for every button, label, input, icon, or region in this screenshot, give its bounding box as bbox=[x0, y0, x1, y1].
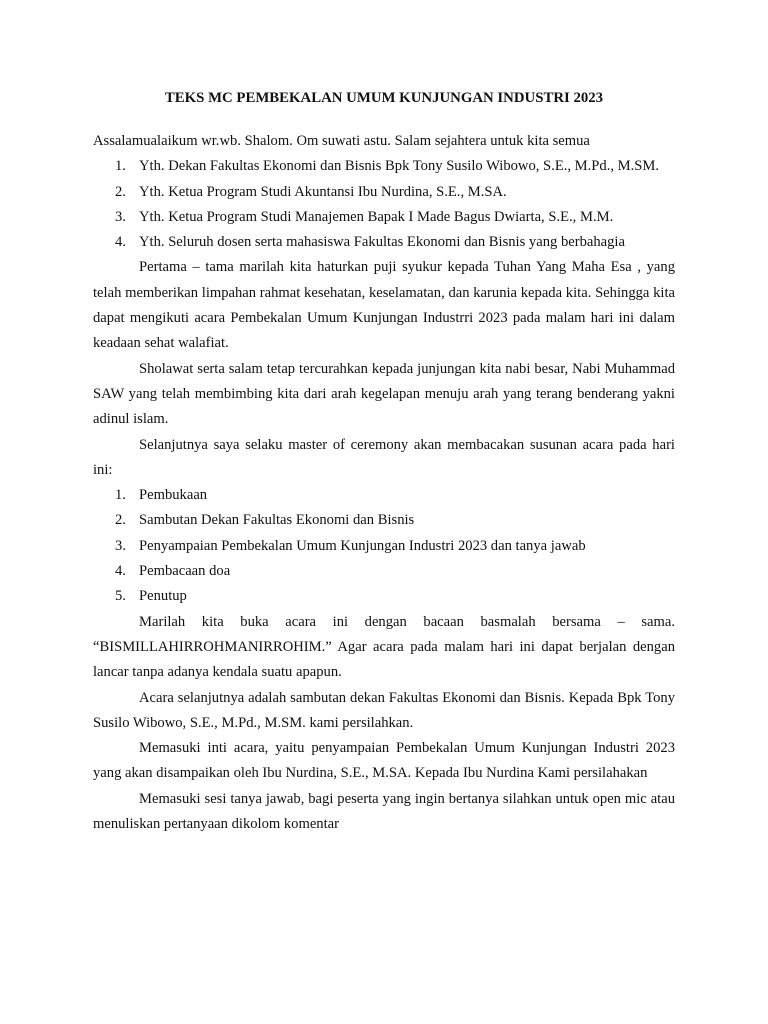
salutation-item bbox=[93, 230, 675, 255]
agenda-item bbox=[93, 534, 675, 559]
paragraph-basmalah: Marilah kita buka acara ini dengan bacaan basmalah bersama – sama. “BISMILLAHIRROHMANIRROHIM.” Agar acara pada malam hari ini dapat berjalan dengan lancar tanpa adanya kendala suatu apapun. bbox=[93, 613, 675, 681]
paragraph-main-session: Memasuki inti acara, yaitu penyampaian Pembekalan Umum Kunjungan Industri 2023 yang akan disampaikan oleh Ibu Nurdina, S.E., M.SA. Kepada Ibu Nurdina Kami persilahakan bbox=[93, 740, 675, 782]
list-number: 1. bbox=[115, 487, 126, 504]
salutation-text: Yth. Ketua Program Studi Akuntansi Ibu Nurdina, S.E., M.SA. bbox=[139, 183, 507, 200]
list-number: 2. bbox=[115, 183, 126, 200]
agenda-text: Penutup bbox=[139, 588, 187, 605]
agenda-text: Pembukaan bbox=[139, 487, 208, 504]
salutation-text: Yth. Dekan Fakultas Ekonomi dan Bisnis Bpk Tony Susilo Wibowo, S.E., M.Pd., M.SM. bbox=[139, 158, 660, 175]
agenda-item bbox=[93, 508, 675, 533]
greeting: Assalamualaikum wr.wb. Shalom. Om suwati astu. Salam sejahtera untuk kita semua bbox=[93, 133, 590, 149]
salutation-item bbox=[93, 154, 675, 179]
salutation-list bbox=[93, 154, 675, 255]
agenda-item bbox=[93, 483, 675, 508]
list-number: 4. bbox=[115, 234, 126, 251]
list-number: 3. bbox=[115, 208, 126, 225]
list-number: 4. bbox=[115, 563, 126, 580]
paragraph-agenda-intro: Selanjutnya saya selaku master of ceremony akan membacakan susunan acara pada hari ini: bbox=[93, 436, 675, 478]
salutation-item bbox=[93, 205, 675, 230]
salutation-item bbox=[93, 180, 675, 205]
agenda-text: Sambutan Dekan Fakultas Ekonomi dan Bisnis bbox=[139, 512, 415, 529]
document-title: TEKS MC PEMBEKALAN UMUM KUNJUNGAN INDUSTRI 2023 bbox=[164, 90, 604, 106]
list-number: 5. bbox=[115, 588, 126, 605]
paragraph-dean-speech: Acara selanjutnya adalah sambutan dekan Fakultas Ekonomi dan Bisnis. Kepada Bpk Tony Susilo Wibowo, S.E., M.Pd., M.SM. kami persilahkan. bbox=[93, 689, 675, 731]
list-number: 1. bbox=[115, 158, 126, 175]
paragraph-qa-session: Memasuki sesi tanya jawab, bagi peserta yang ingin bertanya silahkan untuk open mic atau menuliskan pertanyaan dikolom komentar bbox=[93, 790, 675, 833]
agenda-text: Penyampaian Pembekalan Umum Kunjungan Industri 2023 dan tanya jawab bbox=[139, 537, 586, 554]
list-number: 3. bbox=[115, 537, 126, 554]
salutation-text: Yth. Ketua Program Studi Manajemen Bapak I Made Bagus Dwiarta, S.E., M.M. bbox=[139, 208, 614, 225]
agenda-text: Pembacaan doa bbox=[139, 563, 231, 580]
salutation-text: Yth. Seluruh dosen serta mahasiswa Fakultas Ekonomi dan Bisnis yang berbahagia bbox=[139, 234, 625, 251]
list-number: 2. bbox=[115, 512, 126, 529]
agenda-item bbox=[93, 559, 675, 584]
agenda-list bbox=[93, 483, 675, 609]
paragraph-opening-gratitude: Pertama – tama marilah kita haturkan puji syukur kepada Tuhan Yang Maha Esa , yang telah memberikan limpahan rahmat kesehatan, keselamatan, dan karunia kepada kita. Sehingga kita dapat mengikuti acara Pembekalan Umum Kunjungan Industrri 2023 pada malam hari ini dalam keadaan sehat walafiat. bbox=[93, 259, 675, 352]
paragraph-sholawat: Sholawat serta salam tetap tercurahkan kepada junjungan kita nabi besar, Nabi Muhammad SAW yang telah membimbing kita dari arah kegelapan menuju arah yang terang benderang yakni adinul islam. bbox=[93, 360, 675, 428]
agenda-item bbox=[93, 584, 675, 609]
